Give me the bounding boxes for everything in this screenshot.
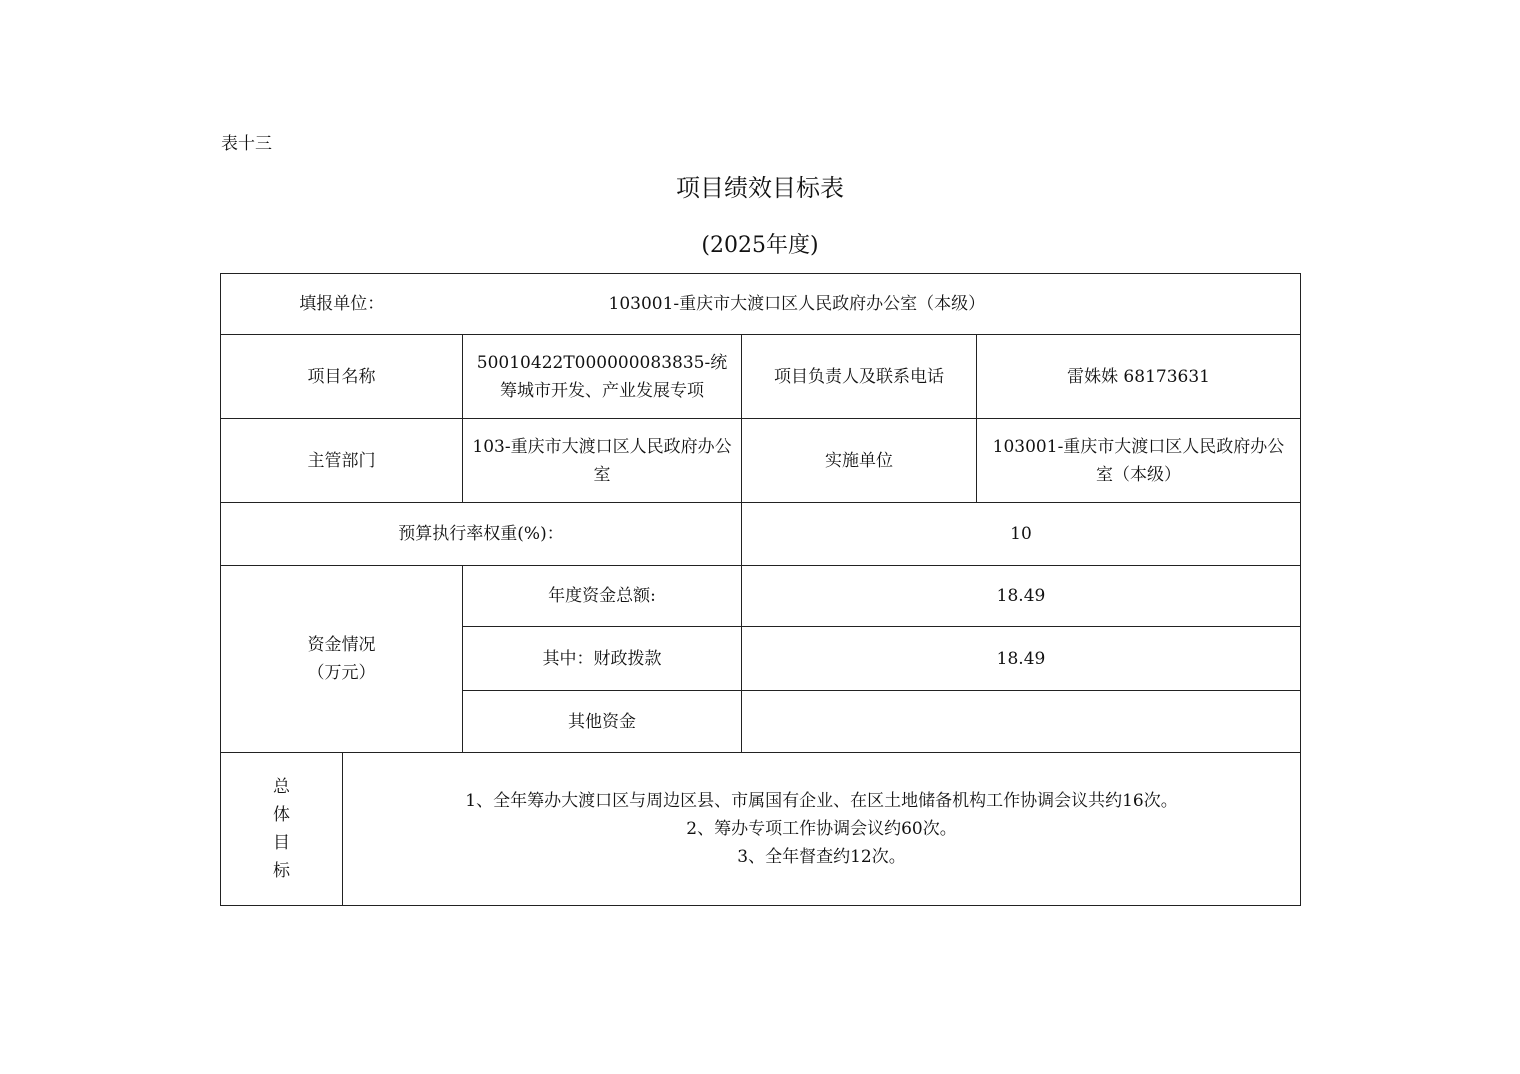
funds-other-label: 其他资金 <box>463 691 742 753</box>
table-row-budget-weight <box>221 503 1301 566</box>
funds-total-label: 年度资金总额: <box>463 566 742 627</box>
funds-label-line1: 资金情况 <box>307 635 376 655</box>
table-row-department <box>221 419 1301 503</box>
overall-goal-line: 2、筹办专项工作协调会议约60次。 <box>686 819 957 839</box>
project-contact-value: 雷姝姝 68173631 <box>977 335 1301 419</box>
table-row-overall-goal <box>221 753 1301 906</box>
overall-goal-content <box>343 753 1301 906</box>
table-row-funds-total <box>221 566 1301 627</box>
project-name-value: 50010422T000000083835-统筹城市开发、产业发展专项 <box>463 335 742 419</box>
funds-total-value: 18.49 <box>742 566 1301 627</box>
funds-label-line2: （万元） <box>307 663 376 683</box>
performance-goal-table <box>220 273 1301 906</box>
budget-weight-value: 10 <box>742 503 1301 566</box>
overall-goal-label-char: 总 <box>273 777 290 797</box>
implementing-unit-label: 实施单位 <box>742 419 977 503</box>
funds-fiscal-value: 18.49 <box>742 627 1301 691</box>
department-value: 103-重庆市大渡口区人民政府办公室 <box>463 419 742 503</box>
budget-weight-label: 预算执行率权重(%)： <box>221 503 742 566</box>
project-name-label: 项目名称 <box>221 335 463 419</box>
implementing-unit-value: 103001-重庆市大渡口区人民政府办公室（本级） <box>977 419 1301 503</box>
report-unit-value: 103001-重庆市大渡口区人民政府办公室（本级） <box>463 274 1301 335</box>
table-row-report-unit <box>221 274 1301 335</box>
page-title: 项目绩效目标表 <box>676 174 844 202</box>
report-unit-label: 填报单位： <box>221 274 463 335</box>
table-row-project <box>221 335 1301 419</box>
overall-goal-label-char: 体 <box>273 805 290 825</box>
overall-goal-line: 1、全年筹办大渡口区与周边区县、市属国有企业、在区土地储备机构工作协调会议共约16次。 <box>465 791 1178 811</box>
overall-goal-label-char: 标 <box>273 861 290 881</box>
table-number-label: 表十三 <box>221 134 272 154</box>
funds-other-value <box>742 691 1301 753</box>
project-contact-label: 项目负责人及联系电话 <box>742 335 977 419</box>
overall-goal-line: 3、全年督查约12次。 <box>737 847 906 867</box>
department-label: 主管部门 <box>221 419 463 503</box>
fiscal-year: (2025年度) <box>701 233 819 258</box>
overall-goal-label-char: 目 <box>273 833 290 853</box>
funds-label <box>221 566 463 753</box>
overall-goal-label <box>221 753 343 906</box>
funds-fiscal-label: 其中：财政拨款 <box>463 627 742 691</box>
